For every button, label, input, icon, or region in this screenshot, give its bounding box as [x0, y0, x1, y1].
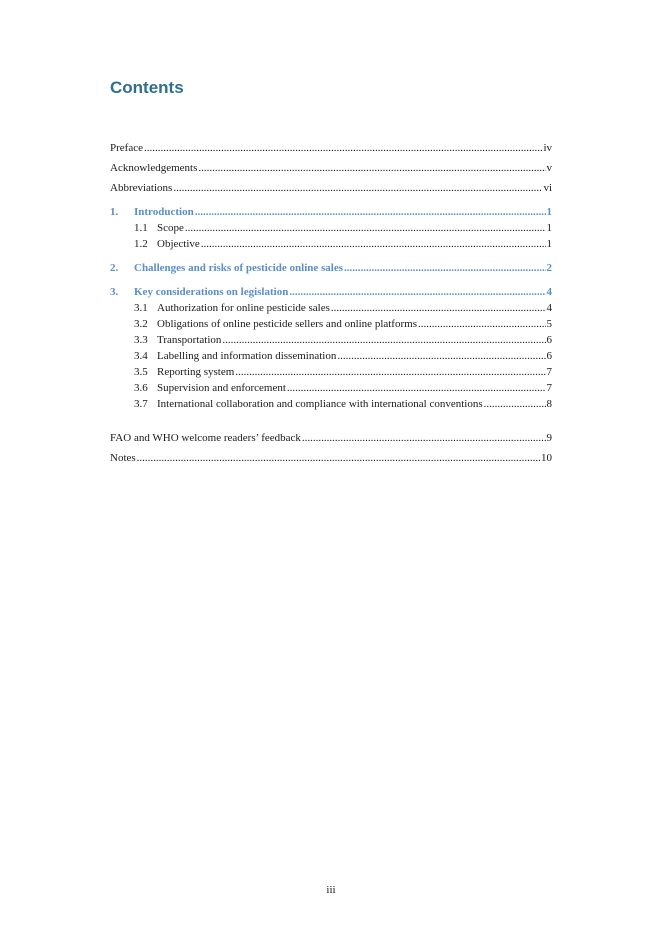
- toc-section-supervision[interactable]: [110, 382, 552, 395]
- dot-leader: [337, 350, 545, 363]
- toc-chapter-number: 1.: [110, 206, 119, 218]
- toc-section-obligations[interactable]: [110, 318, 552, 331]
- dot-leader: [173, 182, 542, 195]
- toc-chapter-number: 3.: [110, 286, 119, 298]
- dot-leader: [185, 222, 546, 235]
- toc-section-number: 1.2: [134, 238, 148, 250]
- toc-entry-page: v: [546, 162, 552, 174]
- toc-entry-acknowledgements[interactable]: [110, 162, 552, 175]
- toc-section-page: 6: [546, 350, 552, 362]
- toc-section-transportation[interactable]: [110, 334, 552, 347]
- toc-entry-label: Abbreviations: [110, 182, 173, 194]
- toc-chapter-label: Challenges and risks of pesticide online sales: [134, 262, 344, 274]
- toc-section-page: 1: [546, 238, 552, 250]
- toc-chapter-page: 1: [546, 206, 552, 218]
- toc-section-label: Supervision and enforcement: [157, 382, 286, 394]
- toc-entry-label: Notes: [110, 452, 136, 464]
- toc-section-label: Objective: [157, 238, 200, 250]
- toc-section-page: 6: [546, 334, 552, 346]
- spacer: [110, 414, 552, 432]
- toc-section-label: Reporting system: [157, 366, 235, 378]
- dot-leader: [198, 162, 545, 175]
- toc-section-number: 3.4: [134, 350, 148, 362]
- toc-section-label: Transportation: [157, 334, 222, 346]
- toc-section-number: 1.1: [134, 222, 148, 234]
- toc-entry-label: Preface: [110, 142, 143, 154]
- dot-leader: [344, 262, 545, 275]
- toc-chapter-introduction[interactable]: [110, 206, 552, 219]
- toc-section-number: 3.6: [134, 382, 148, 394]
- toc-entry-page: vi: [543, 182, 552, 194]
- toc-chapter-legislation[interactable]: [110, 286, 552, 299]
- toc-chapter-label: Key considerations on legislation: [134, 286, 289, 298]
- toc-section-number: 3.2: [134, 318, 148, 330]
- dot-leader: [144, 142, 542, 155]
- toc-chapter-label: Introduction: [134, 206, 194, 218]
- toc-section-international[interactable]: [110, 398, 552, 411]
- toc-section-page: 4: [546, 302, 552, 314]
- dot-leader: [201, 238, 546, 251]
- toc-section-reporting[interactable]: [110, 366, 552, 379]
- toc-entry-feedback[interactable]: [110, 432, 552, 445]
- toc-entry-label: Acknowledgements: [110, 162, 198, 174]
- toc-entry-page: 10: [541, 452, 552, 464]
- toc-entry-label: FAO and WHO welcome readers’ feedback: [110, 432, 301, 444]
- toc-entry-preface[interactable]: [110, 142, 552, 155]
- toc-entry-abbreviations[interactable]: [110, 182, 552, 195]
- toc-section-number: 3.7: [134, 398, 148, 410]
- dot-leader: [484, 398, 546, 411]
- dot-leader: [222, 334, 545, 347]
- dot-leader: [302, 432, 546, 445]
- toc-section-page: 1: [546, 222, 552, 234]
- dot-leader: [137, 452, 540, 465]
- toc-section-label: Labelling and information dissemination: [157, 350, 337, 362]
- toc-chapter-page: 2: [546, 262, 552, 274]
- toc-section-label: Authorization for online pesticide sales: [157, 302, 330, 314]
- toc-section-label: Scope: [157, 222, 184, 234]
- toc-section-number: 3.5: [134, 366, 148, 378]
- toc-section-labelling[interactable]: [110, 350, 552, 363]
- toc-section-page: 8: [546, 398, 552, 410]
- page-number: iii: [326, 884, 336, 896]
- toc-entry-page: 9: [546, 432, 552, 444]
- toc-section-objective[interactable]: [110, 238, 552, 251]
- page-title: Contents: [110, 78, 184, 97]
- toc-section-label: International collaboration and compliance with international conventions: [157, 398, 483, 410]
- dot-leader: [331, 302, 546, 315]
- toc-section-number: 3.3: [134, 334, 148, 346]
- toc-chapter-page: 4: [546, 286, 552, 298]
- toc-section-authorization[interactable]: [110, 302, 552, 315]
- toc-section-page: 7: [546, 366, 552, 378]
- dot-leader: [235, 366, 545, 379]
- toc-section-scope[interactable]: [110, 222, 552, 235]
- toc-entry-page: iv: [543, 142, 552, 154]
- toc-section-label: Obligations of online pesticide sellers and online platforms: [157, 318, 417, 330]
- dot-leader: [195, 206, 546, 219]
- dot-leader: [418, 318, 546, 331]
- table-of-contents: [110, 142, 552, 472]
- toc-entry-notes[interactable]: [110, 452, 552, 465]
- dot-leader: [289, 286, 545, 299]
- toc-section-number: 3.1: [134, 302, 148, 314]
- dot-leader: [287, 382, 546, 395]
- toc-chapter-number: 2.: [110, 262, 119, 274]
- toc-section-page: 7: [546, 382, 552, 394]
- toc-chapter-challenges[interactable]: [110, 262, 552, 275]
- toc-section-page: 5: [546, 318, 552, 330]
